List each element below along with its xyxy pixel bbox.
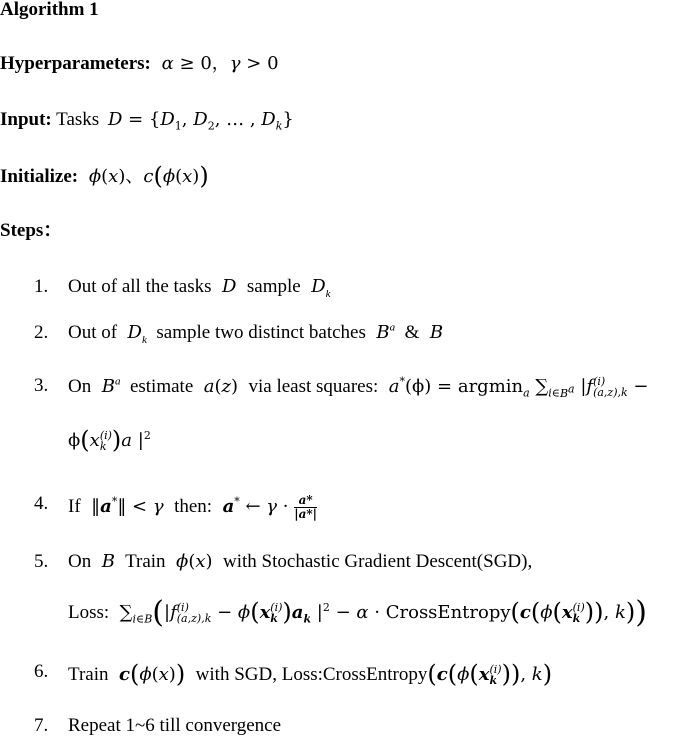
step-word: sample two distinct batches [156,322,366,343]
input-expr: $D = \{D_1$, $D_2$, … , $D_k$} [107,109,294,133]
hyperparameters-expr: α ≥ 0，γ > 0 [161,53,279,74]
step-word: On [68,551,92,572]
step-number: 7. [34,715,49,736]
step-number: 2. [34,322,49,343]
step-number: 4. [34,493,49,514]
step-text: Out of $D_k$ sample two distinct batches $B^a$ & B [68,321,444,346]
step-number: 1. [34,276,49,297]
step-number: 3. [34,375,49,396]
step-word: with Stochastic Gradient Descent(SGD), [223,551,533,572]
step-word: sample [246,276,301,297]
initialize-label: Initialize: [0,166,79,187]
step-text: Repeat 1~6 till convergence [68,715,282,736]
step-5-loss-expr: Loss: $\sum_{i\in B}(|f$ (i) (a,z),k − ϕ(x (i) k )$a_k$ $|^2 - \alpha$ · CrossEntropy(c(ϕ(x (i) k )), k)) [68,595,647,630]
step-word: Loss: [68,602,110,623]
algorithm-title: Algorithm 1 [0,0,99,20]
input-line [0,109,294,133]
step-word: Out of all the tasks [68,276,212,297]
initialize-expr: ϕ(x)、c(ϕ(x)) [88,162,209,190]
input-text: Tasks [56,109,100,130]
step-text: If ‖a*‖ < γ then: a* ← γ · $\frac{a*}{|a*|}$ [68,493,317,522]
step-word: Train [125,551,166,572]
hyperparameters-label: Hyperparameters: [0,53,151,74]
step-text: Out of all the tasks D sample $D_k$ [68,276,331,300]
step-word: Out of [68,322,118,343]
steps-label: Steps： [0,220,63,241]
step-number: 5. [34,551,49,572]
step-word: & [404,322,420,343]
normalize-fraction: $\frac{a*}{|a*|}$ [294,493,317,522]
step-word: On [68,376,92,397]
step-word: then: [174,496,213,518]
step-word: via least squares: [248,376,379,397]
step-text: On $B^a$ estimate a(z) via least squares: a*(ϕ) = argmin$_a$ $\sum_{i\in B^a}$ |f (i) (a,z),k − [68,375,649,400]
step-word: with SGD, Loss:CrossEntropy [195,664,428,685]
input-label: Input: [0,109,52,130]
step-text: On B Train ϕ(x) with Stochastic Gradient Descent(SGD), [68,551,533,572]
step-3-expr-continued: ϕ(x (i) k )a $|^2$ [68,426,151,454]
step-number: 6. [34,661,49,682]
hyperparameters-line [0,54,279,73]
step-text: Train c(ϕ(x)) with SGD, Loss:CrossEntropy(c(ϕ(x (i) k )), k) [68,660,553,688]
argmin-word: argmin [457,376,524,397]
step-word: estimate [129,376,194,397]
initialize-line [0,164,209,188]
cross-entropy-word: CrossEntropy [385,602,511,623]
step-word: Train [68,664,109,685]
step-word: If [68,496,81,518]
